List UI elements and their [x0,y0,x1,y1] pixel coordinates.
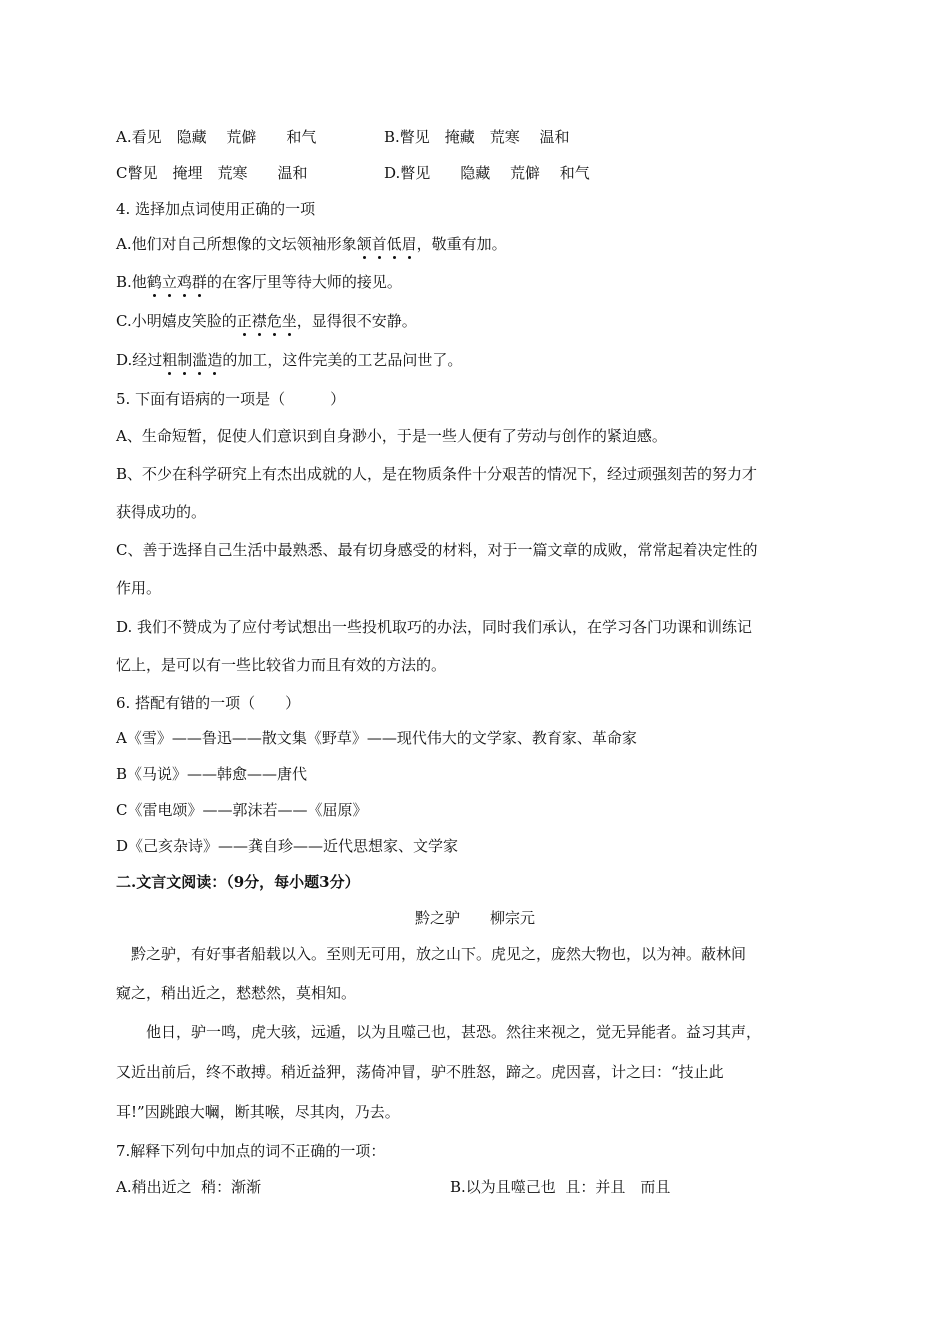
dotted-phrase [357,235,417,253]
q5-stem: 5. 下面有语病的一项是（ ） [116,390,346,408]
q6-option-c: C《雷电颂》——郭沫若——《屈原》 [116,801,368,819]
q3-option-a: A.看见 隐藏 荒僻 和气 [116,128,317,146]
dotted-char: 正 [236,312,252,330]
q5-option-b-line1: B、不少在科学研究上有杰出成就的人，是在物质条件十分艰苦的情况下，经过顽强刻苦的努力才 [116,465,758,483]
dotted-char: 粗 [162,351,178,369]
dotted-char: 眉 [401,235,417,253]
dotted-char: 鹤 [146,273,162,291]
dotted-phrase [237,312,297,330]
dotted-phrase [162,351,222,369]
dotted-char: 首 [371,235,387,253]
dotted-char: 坐 [281,312,297,330]
q5-option-b-line2: 获得成功的。 [116,503,207,521]
q5-option-a: A、生命短暂，促使人们意识到自身渺小，于是一些人便有了劳动与创作的紧迫感。 [116,427,667,445]
q3-option-b: B.瞥见 掩藏 荒寒 温和 [384,128,570,146]
q6-option-d: D《己亥杂诗》——龚自珍——近代思想家、文学家 [116,837,459,855]
passage-paragraph2-line2: 又近出前后，终不敢搏。稍近益狎，荡倚冲冒，驴不胜怒，蹄之。虎因喜，计之曰：“技止此 [116,1063,724,1081]
dotted-char: 襟 [251,312,267,330]
q5-option-d-line1: D. 我们不赞成为了应付考试想出一些投机取巧的办法，同时我们承认，在学习各门功课和训练记 [116,618,753,636]
q7-option-a: A.稍出近之 稍：渐渐 [116,1178,262,1196]
q4-option-b: B.他鹤立鸡群的在客厅里等待大师的接见。 [116,273,402,291]
dotted-char: 立 [161,273,177,291]
q5-option-d-line2: 忆上，是可以有一些比较省力而且有效的方法的。 [116,656,447,674]
passage-paragraph2-line3: 耳!”因跳踉大㘎，断其喉，尽其肉，乃去。 [116,1103,400,1121]
q5-option-c-line1: C、善于选择自己生活中最熟悉、最有切身感受的材料，对于一篇文章的成败，常常起着决定性的 [116,541,758,559]
q4-option-a: A.他们对自己所想像的文坛领袖形象颔首低眉，敬重有加。 [116,235,507,253]
q5-option-c-line2: 作用。 [116,579,162,597]
q4-option-c: C.小明嬉皮笑脸的正襟危坐，显得很不安静。 [116,312,417,330]
section-heading: 二.文言文阅读：（9分，每小题3分） [116,873,360,891]
passage-paragraph1-line1: 黔之驴，有好事者船载以入。至则无可用，放之山下。虎见之，庞然大物也，以为神。蔽林间 [116,945,747,963]
dotted-phrase [147,273,207,291]
q7-option-b: B.以为且噬己也 且：并且 而且 [450,1178,671,1196]
q4-option-d: D.经过粗制滥造的加工，这件完美的工艺品问世了。 [116,351,463,369]
q3-option-c: C瞥见 掩埋 荒寒 温和 [116,164,308,182]
q3-option-d: D.瞥见 隐藏 荒僻 和气 [384,164,590,182]
q4-stem: 4. 选择加点词使用正确的一项 [116,200,316,218]
passage-paragraph2-line1: 他日，驴一鸣，虎大骇，远遁，以为且噬己也，甚恐。然往来视之，觉无异能者。益习其声， [116,1023,762,1041]
q7-stem: 7.解释下列句中加点的词不正确的一项： [116,1142,386,1160]
dotted-char: 滥 [192,351,208,369]
q6-stem: 6. 搭配有错的一项（ ） [116,694,301,712]
passage-title: 黔之驴 柳宗元 [414,909,535,927]
dotted-char: 颔 [356,235,372,253]
dotted-char: 群 [191,273,207,291]
q6-option-b: B《马说》——韩愈——唐代 [116,765,308,783]
dotted-char: 低 [386,235,402,253]
dotted-char: 造 [207,351,223,369]
dotted-char: 制 [177,351,193,369]
dotted-char: 危 [266,312,282,330]
passage-paragraph1-line2: 窥之，稍出近之，慭慭然，莫相知。 [116,984,357,1002]
q6-option-a: A《雪》——鲁迅——散文集《野草》——现代伟大的文学家、教育家、革命家 [116,729,637,747]
dotted-char: 鸡 [176,273,192,291]
